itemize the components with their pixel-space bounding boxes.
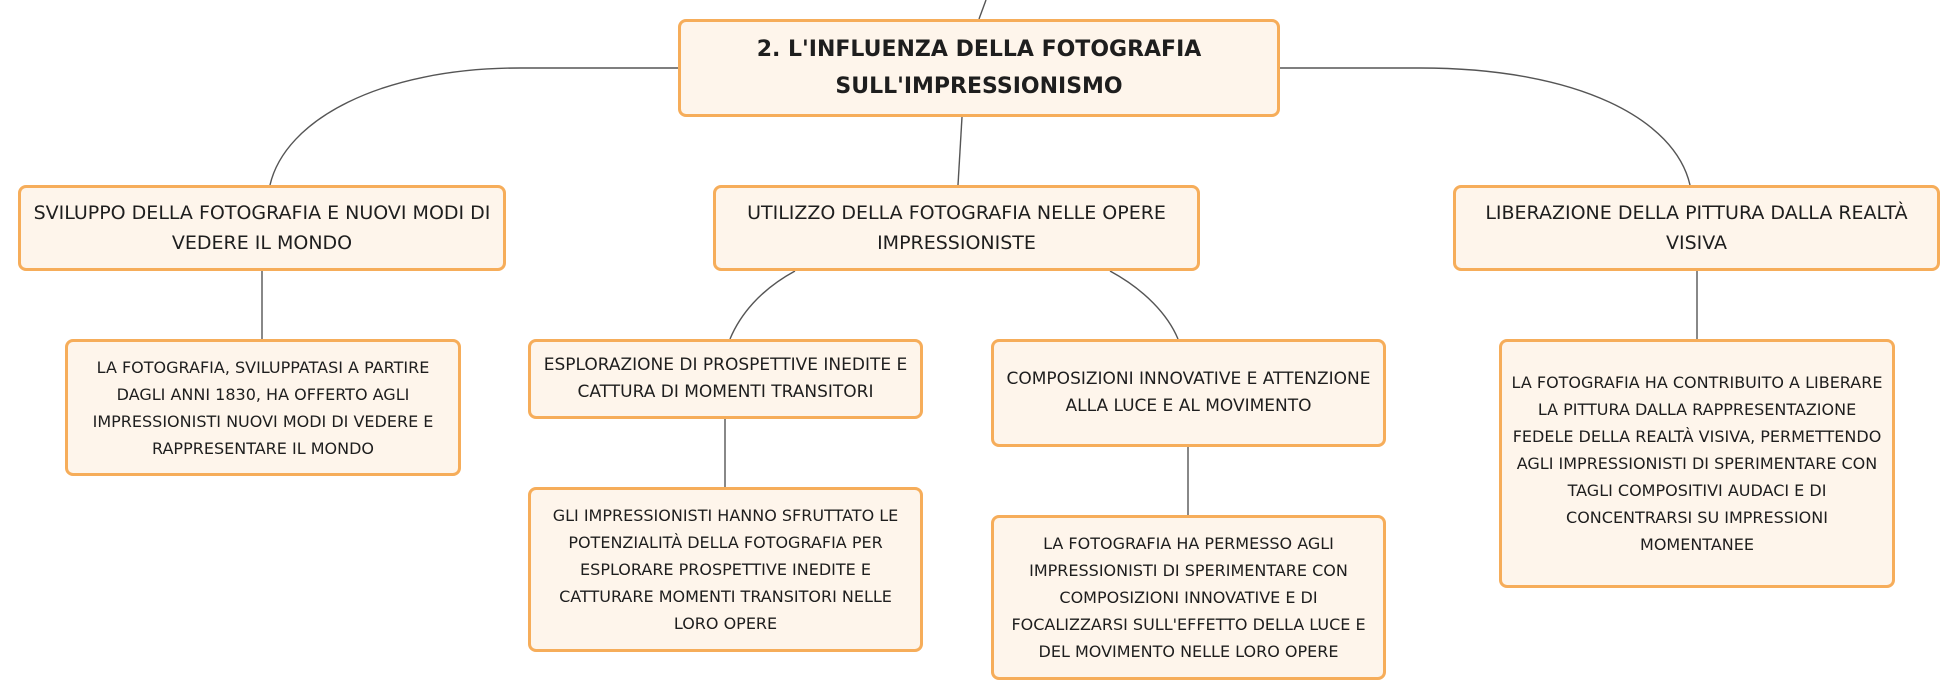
connector-top-incoming (979, 0, 986, 19)
branch-label: SVILUPPO DELLA FOTOGRAFIA E NUOVI MODI DI VEDERE IL MONDO (33, 202, 491, 254)
subtopic-label: ESPLORAZIONE DI PROSPETTIVE INEDITE E CATTURA DI MOMENTI TRANSITORI (543, 355, 908, 402)
subtopic-node-esplorazione[interactable] (528, 339, 923, 419)
subtopic-label: COMPOSIZIONI INNOVATIVE E ATTENZIONE ALLA LUCE E AL MOVIMENTO (1006, 369, 1371, 416)
connector-branch-2-to-child-1 (730, 271, 795, 339)
detail-label: LA FOTOGRAFIA HA PERMESSO AGLI IMPRESSIONISTI DI SPERIMENTARE CON COMPOSIZIONI INNOVATIVE E DI FOCALIZZARSI SULL'EFFETTO DELLA LUCE E DEL MOVIMENTO NELLE LORO OPERE (1011, 534, 1366, 661)
branch-node-utilizzo[interactable] (713, 185, 1200, 271)
connector-root-to-branch-3 (1280, 68, 1690, 185)
branch-label: LIBERAZIONE DELLA PITTURA DALLA REALTÀ VISIVA (1485, 202, 1908, 254)
branch-label: UTILIZZO DELLA FOTOGRAFIA NELLE OPERE IMPRESSIONISTE (747, 202, 1166, 254)
connector-root-to-branch-1 (270, 68, 678, 185)
detail-label: GLI IMPRESSIONISTI HANNO SFRUTTATO LE POTENZIALITÀ DELLA FOTOGRAFIA PER ESPLORARE PROSPETTIVE INEDITE E CATTURARE MOMENTI TRANSITORI NELLE LORO OPERE (552, 506, 899, 633)
leaf-label: LA FOTOGRAFIA, SVILUPPATASI A PARTIRE DAGLI ANNI 1830, HA OFFERTO AGLI IMPRESSIONISTI NUOVI MODI DI VEDERE E RAPPRESENTARE IL MONDO (92, 357, 434, 458)
leaf-node-sviluppo[interactable] (65, 339, 461, 476)
root-topic-node[interactable] (678, 19, 1280, 117)
connector-branch-2-to-child-2 (1110, 271, 1178, 339)
root-topic-label: 2. L'INFLUENZA DELLA FOTOGRAFIA SULL'IMPRESSIONISMO (756, 37, 1202, 99)
connector-root-to-branch-2 (958, 117, 962, 185)
detail-node-esplorazione[interactable] (528, 487, 923, 652)
branch-node-liberazione[interactable] (1453, 185, 1940, 271)
leaf-node-liberazione[interactable] (1499, 339, 1895, 588)
branch-node-sviluppo[interactable] (18, 185, 506, 271)
subtopic-node-composizioni[interactable] (991, 339, 1386, 447)
leaf-label: LA FOTOGRAFIA HA CONTRIBUITO A LIBERARE LA PITTURA DALLA RAPPRESENTAZIONE FEDELE DELLA REALTÀ VISIVA, PERMETTENDO AGLI IMPRESSIONISTI DI SPERIMENTARE CON TAGLI COMPOSITIVI AUDACI E DI CONCENTRARSI SU IMPRESSIONI MOMENTANEE (1511, 373, 1883, 554)
detail-node-composizioni[interactable] (991, 515, 1386, 680)
